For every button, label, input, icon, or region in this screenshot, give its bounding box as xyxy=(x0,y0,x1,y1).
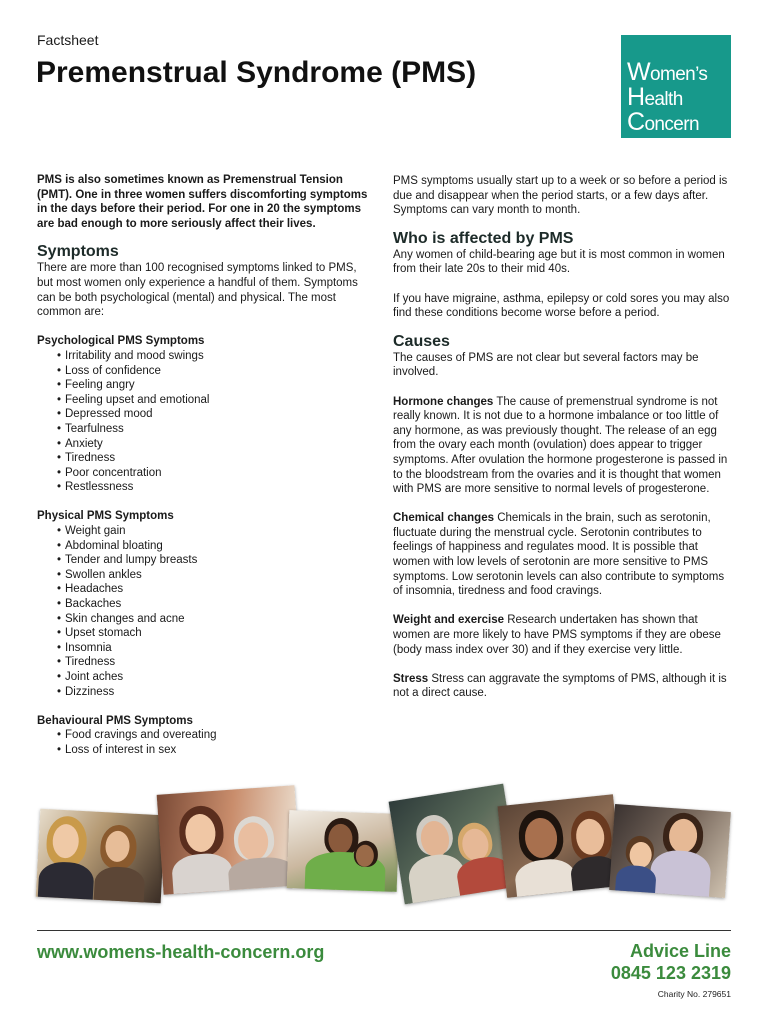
cause-lead: Chemical changes xyxy=(393,512,494,525)
advice-line-phone: 0845 123 2319 xyxy=(610,963,731,983)
cause-hormone-changes xyxy=(393,395,733,497)
body xyxy=(171,852,234,895)
logo-line-womens: Women’s xyxy=(627,58,708,86)
list-item: • Anxiety xyxy=(37,437,373,452)
psychological-symptoms-heading: Psychological PMS Symptoms xyxy=(37,335,205,348)
list-item: • Depressed mood xyxy=(37,407,373,422)
document-type-label: Factsheet xyxy=(37,32,99,48)
physical-symptoms-heading: Physical PMS Symptoms xyxy=(37,510,174,523)
photo-two-women-smiling xyxy=(498,794,623,898)
body xyxy=(514,857,578,898)
body xyxy=(94,866,146,903)
symptoms-heading: Symptoms xyxy=(37,243,119,261)
photo-older-couple xyxy=(389,784,520,905)
advice-line-label: Advice Line xyxy=(629,941,731,961)
logo-line-concern: Concern xyxy=(627,108,699,136)
list-item: • Joint aches xyxy=(37,670,373,685)
physical-symptoms-list xyxy=(37,524,373,699)
causes-intro: The causes of PMS are not clear but several factors may be involved. xyxy=(393,351,699,379)
body xyxy=(649,849,712,898)
list-item: • Skin changes and acne xyxy=(37,612,373,627)
list-item: • Tender and lumpy breasts xyxy=(37,553,373,568)
list-item: • Insomnia xyxy=(37,641,373,656)
cause-chemical-changes xyxy=(393,511,733,599)
photo-mother-and-child xyxy=(287,810,400,892)
list-item: • Irritability and mood swings xyxy=(37,349,373,364)
list-item: • Feeling upset and emotional xyxy=(37,393,373,408)
list-item: • Weight gain xyxy=(37,524,373,539)
body xyxy=(615,864,657,897)
list-item: • Abdominal bloating xyxy=(37,539,373,554)
cause-lead: Hormone changes xyxy=(393,395,494,408)
cause-text: Stress can aggravate the symptoms of PMS, although it is not a direct cause. xyxy=(393,672,727,700)
causes-heading: Causes xyxy=(393,332,450,350)
psychological-symptoms-list xyxy=(37,349,373,495)
list-item: • Dizziness xyxy=(37,685,373,700)
list-item: • Tiredness xyxy=(37,655,373,670)
photo-strip xyxy=(0,780,768,910)
list-item: • Swollen ankles xyxy=(37,568,373,583)
cause-stress xyxy=(393,672,733,701)
charity-number: Charity No. 279651 xyxy=(657,989,731,999)
cause-text: The cause of premenstrual syndrome is not really known. It is not due to a hormone imbalance or too little of any hormone, as was previously thought. The release of an egg from the ovary each month (ovulation) does appear to trigger symptoms. After ovulation the hormone progesterone is passed in to the bloodstream from the ovaries and it is thought that women with PMS are more sensitive to normal levels of progesterone. xyxy=(393,395,728,496)
symptoms-paragraph: There are more than 100 recognised symptoms linked to PMS, but most women only experience a handful of them. Symptoms can be both psychological (mental) and physical. The most common are: xyxy=(37,262,358,319)
body xyxy=(227,856,295,893)
list-item: • Headaches xyxy=(37,582,373,597)
right-column xyxy=(393,174,733,701)
behavioural-symptoms-list xyxy=(37,728,373,757)
page-title: Premenstrual Syndrome (PMS) xyxy=(36,56,477,89)
website-url: www.womens-health-concern.org xyxy=(37,942,325,962)
list-item: • Loss of confidence xyxy=(37,364,373,379)
list-item: • Backaches xyxy=(37,597,373,612)
photo-young-women xyxy=(36,809,165,903)
list-item: • Tiredness xyxy=(37,451,373,466)
cause-lead: Weight and exercise xyxy=(393,614,504,627)
photo-woman-with-child xyxy=(609,804,731,898)
affected-paragraph-1: Any women of child-bearing age but it is most common in women from their late 20s to their mid 40s. xyxy=(393,248,725,276)
who-is-affected-heading: Who is affected by PMS xyxy=(393,229,574,247)
onset-paragraph: PMS symptoms usually start up to a week or so before a period is due and disappear when the period starts, or a few days after. Symptoms can vary month to month. xyxy=(393,175,728,217)
cause-lead: Stress xyxy=(393,672,429,685)
list-item: • Loss of interest in sex xyxy=(37,743,373,758)
cause-text: Chemicals in the brain, such as serotonin, fluctuate during the menstrual cycle. Serotonin contributes to feelings of happiness and regulates mood. It is possible that women with low levels of serotonin are more sensitive to PMS symptoms. Low serotonin levels can also contribute to symptoms of insomnia, tiredness and food cravings. xyxy=(393,512,725,598)
list-item: • Tearfulness xyxy=(37,422,373,437)
photo-woman-and-elder xyxy=(157,785,302,894)
cause-weight-and-exercise xyxy=(393,613,733,657)
left-column xyxy=(37,173,373,758)
list-item: • Feeling angry xyxy=(37,378,373,393)
logo-line-health: Health xyxy=(627,83,683,111)
footer-divider xyxy=(37,930,731,931)
behavioural-symptoms-heading: Behavioural PMS Symptoms xyxy=(37,714,193,727)
affected-paragraph-2: If you have migraine, asthma, epilepsy or cold sores you may also find these conditions become worse before a period. xyxy=(393,292,730,320)
list-item: • Upset stomach xyxy=(37,626,373,641)
list-item: • Restlessness xyxy=(37,480,373,495)
intro-paragraph: PMS is also sometimes known as Premenstrual Tension (PMT). One in three women suffers discomforting symptoms in the days before their period. For one in 20 the symptoms are bad enough to more seriously affect their lives. xyxy=(37,174,368,230)
body xyxy=(38,861,95,903)
cause-text: Research undertaken has shown that women are more likely to have PMS symptoms if they are obese (body mass index over 30) and if they exercise very little. xyxy=(393,614,721,656)
list-item: • Poor concentration xyxy=(37,466,373,481)
list-item: • Food cravings and overeating xyxy=(37,728,373,743)
womens-health-concern-logo xyxy=(621,35,731,138)
